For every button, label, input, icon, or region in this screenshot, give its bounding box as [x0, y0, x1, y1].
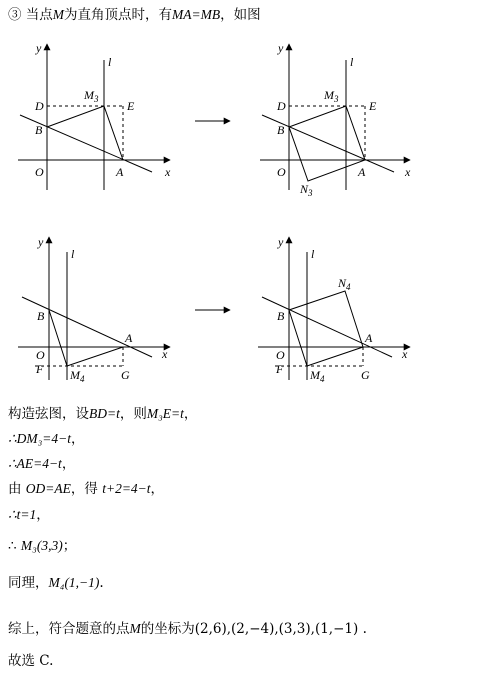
- label-O: O: [277, 165, 286, 179]
- solution-line-9: 故选 C.: [8, 653, 54, 669]
- label-N4: $N_4$: [338, 276, 351, 292]
- label-D: D: [35, 99, 44, 113]
- label-M4: $M_4$: [70, 368, 85, 384]
- solution-line-3: ∴AE=4−t，: [8, 456, 76, 472]
- circled-number: ③: [8, 7, 22, 23]
- solution-line-8: 综上，符合题意的点M的坐标为(2,6),(2,−4),(3,3),(1,−1) .: [8, 621, 367, 637]
- label-M3: $M_3$: [324, 88, 339, 104]
- label-l: l: [71, 247, 75, 261]
- solution-line-4: 由 OD=AE，得 t+2=4−t，: [8, 481, 165, 497]
- label-l: l: [350, 55, 354, 69]
- label-M4: $M_4$: [310, 368, 325, 384]
- label-G: G: [361, 368, 370, 382]
- label-y: y: [38, 235, 44, 249]
- label-M3: $M_3$: [84, 88, 99, 104]
- label-y: y: [278, 41, 284, 55]
- label-F: F: [36, 362, 44, 376]
- label-y: y: [36, 41, 42, 55]
- solution-line-1: 构造弦图，设BD=t，则M₃E=t，: [8, 406, 198, 422]
- label-A: A: [365, 331, 373, 345]
- label-B: B: [277, 309, 285, 323]
- label-x: x: [402, 347, 408, 361]
- triangle-BMA: [47, 106, 123, 160]
- label-O: O: [36, 348, 45, 362]
- label-y: y: [278, 235, 284, 249]
- label-O: O: [35, 165, 44, 179]
- label-l: l: [311, 247, 315, 261]
- label-x: x: [165, 165, 171, 179]
- label-O: O: [276, 348, 285, 362]
- label-D: D: [277, 99, 286, 113]
- label-N3: $N_3$: [300, 182, 313, 198]
- header-line: ③ 当点M为直角顶点时，有MA=MB，如图: [8, 7, 261, 23]
- label-E: E: [127, 99, 135, 113]
- label-B: B: [35, 123, 43, 137]
- square-BMAN: [289, 291, 363, 366]
- label-x: x: [162, 347, 168, 361]
- solution-line-6: ∴ M₃(3,3)；: [8, 538, 77, 554]
- label-F: F: [276, 362, 284, 376]
- label-A: A: [358, 165, 366, 179]
- label-x: x: [405, 165, 411, 179]
- label-E: E: [369, 99, 377, 113]
- label-A: A: [125, 331, 133, 345]
- solution-line-2: ∴DM₃=4−t，: [8, 431, 85, 447]
- label-G: G: [121, 368, 130, 382]
- label-B: B: [37, 309, 45, 323]
- solution-line-5: ∴t=1，: [8, 507, 50, 523]
- label-A: A: [116, 165, 124, 179]
- label-B: B: [277, 123, 285, 137]
- solution-line-7: 同理，M₄(1,−1).: [8, 575, 104, 591]
- label-l: l: [108, 55, 112, 69]
